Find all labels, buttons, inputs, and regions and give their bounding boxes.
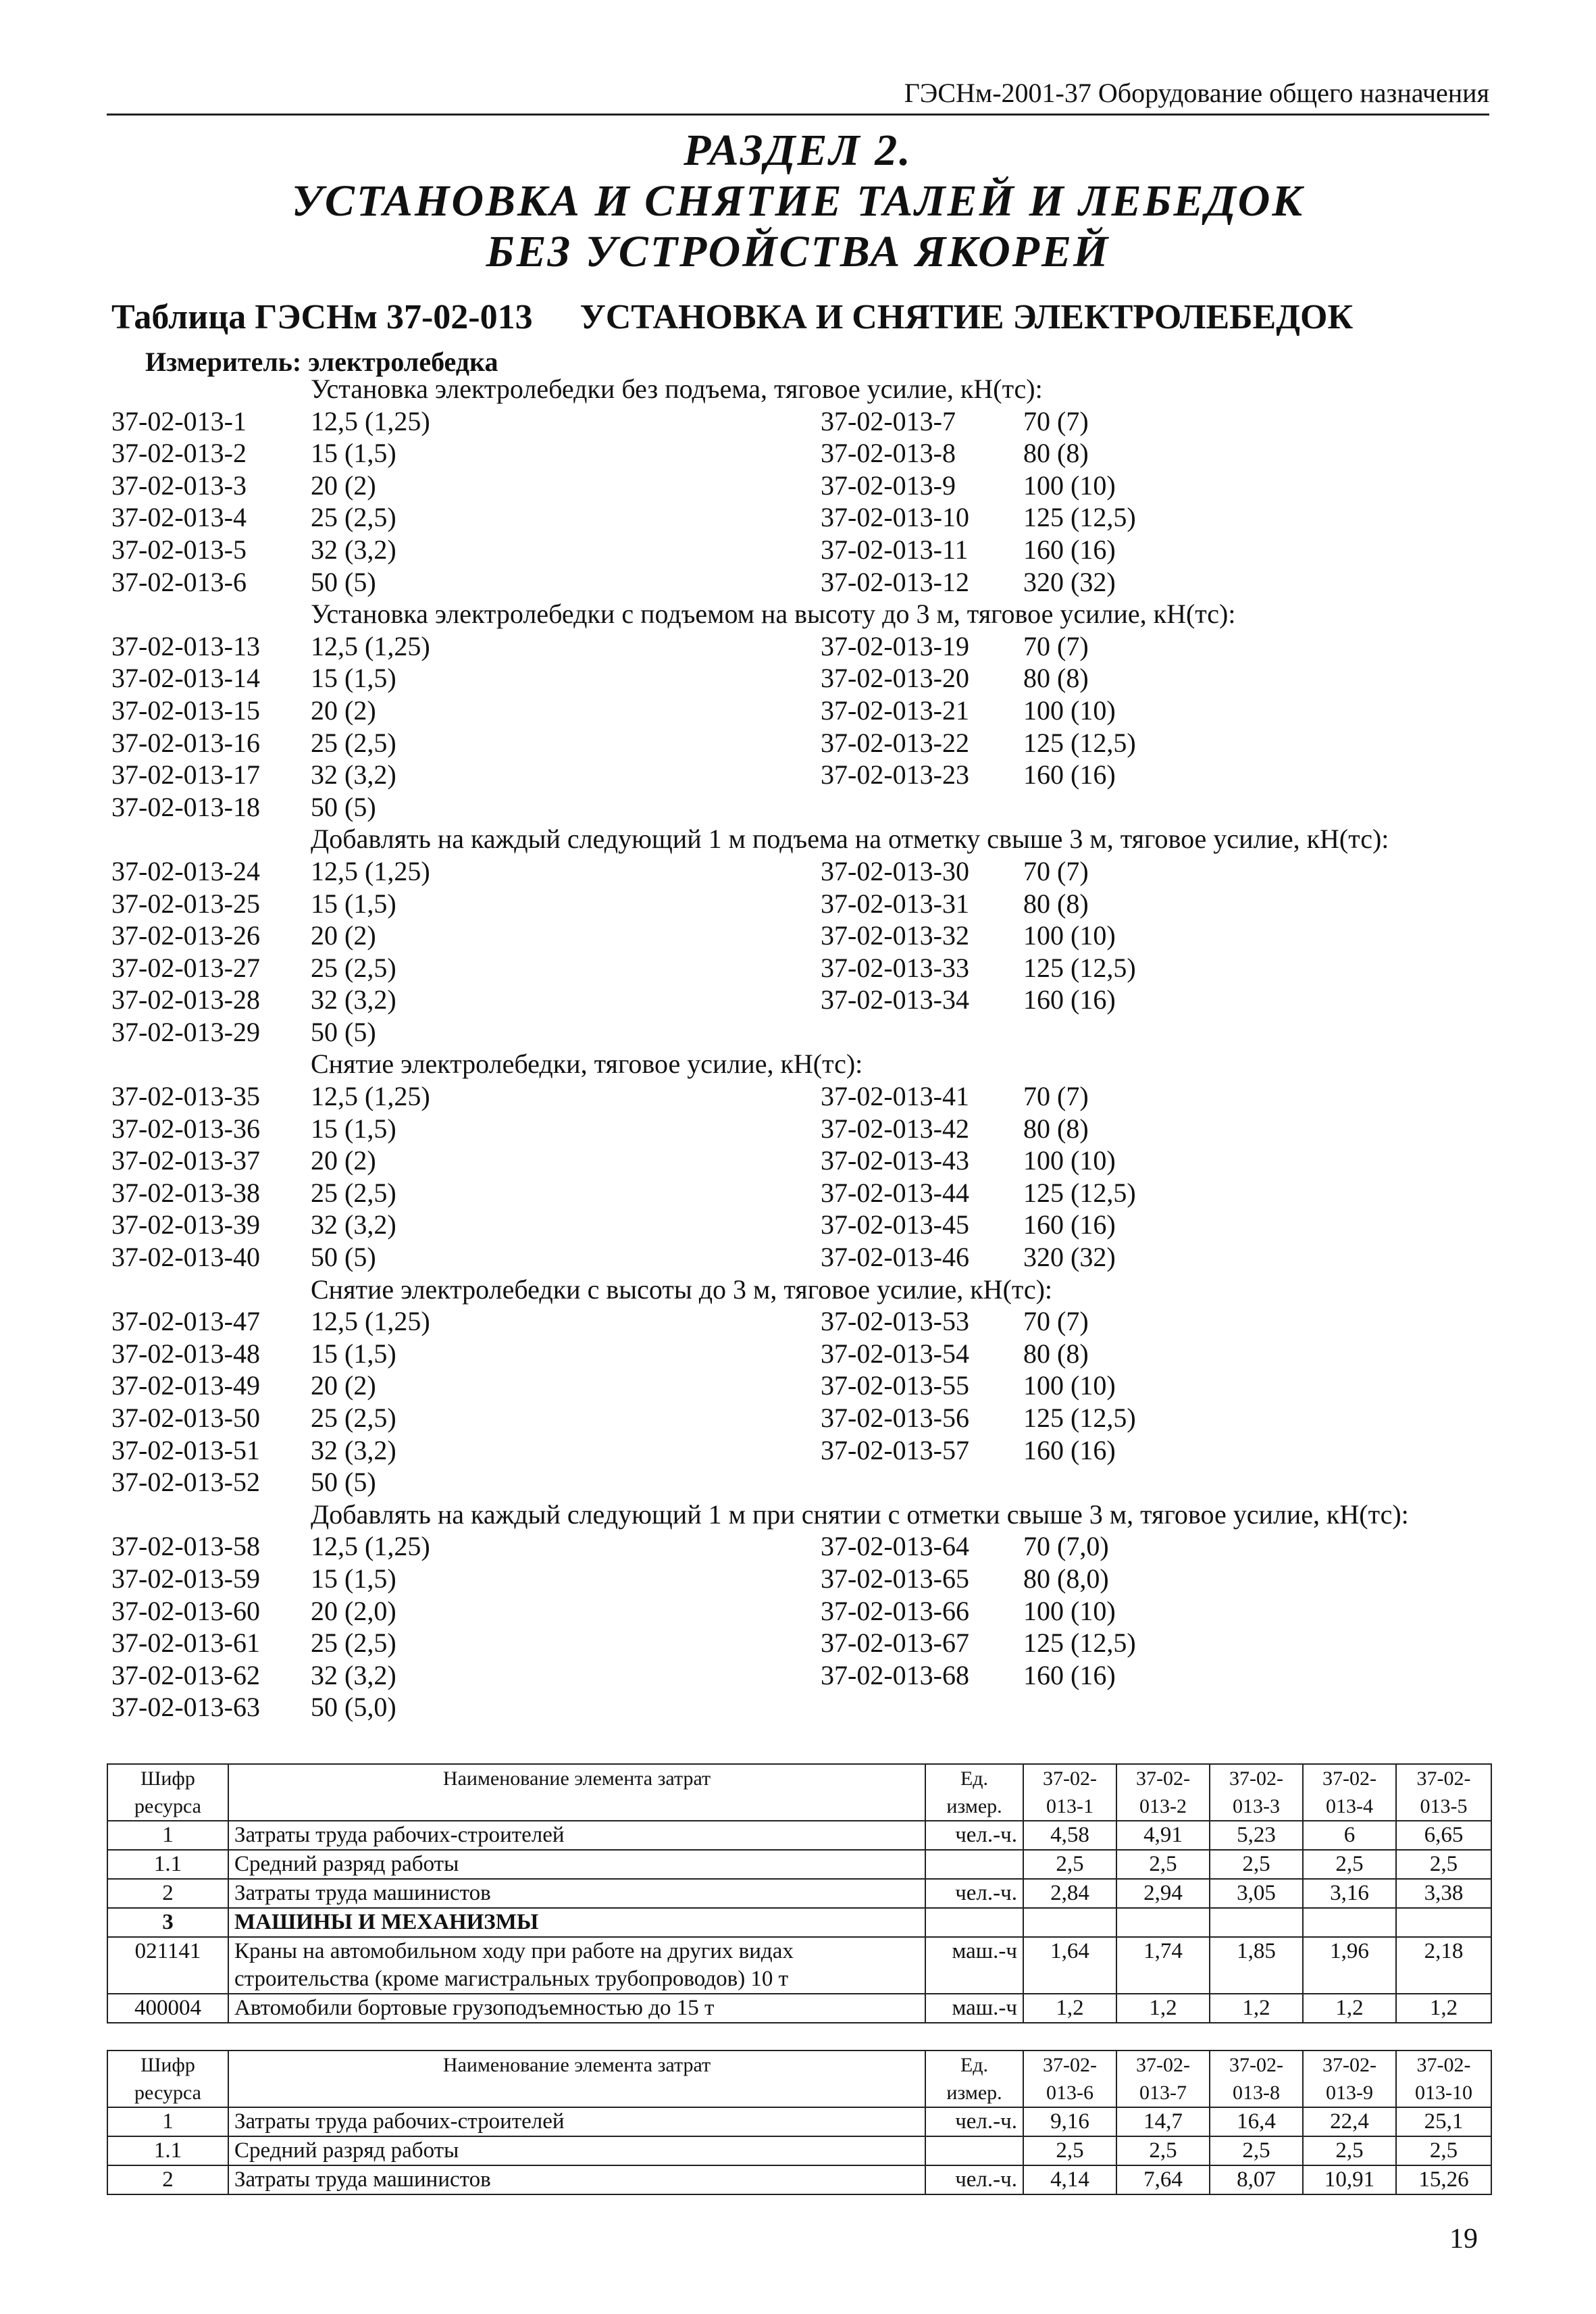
norm-code: 37-02-013-62	[111, 1659, 260, 1690]
norm-code: 37-02-013-18	[111, 791, 260, 822]
norm-value: 50 (5)	[311, 1467, 376, 1498]
norm-value: 25 (2,5)	[311, 1177, 396, 1208]
value-cell	[1116, 1908, 1210, 1937]
measure-unit: Измеритель: электролебедка	[145, 347, 498, 377]
unit-cell: чел.-ч.	[925, 2107, 1023, 2136]
norm-value: 32 (3,2)	[311, 984, 396, 1015]
unit-cell	[925, 1908, 1023, 1937]
norm-code: 37-02-013-14	[111, 663, 260, 694]
column-header: Наименование элемента затрат	[228, 2051, 925, 2107]
norm-row	[111, 1627, 1496, 1659]
norm-code: 37-02-013-8	[821, 438, 956, 469]
norm-row	[111, 1305, 1496, 1338]
value-cell: 2,5	[1023, 1850, 1116, 1879]
resource-name: Средний разряд работы	[228, 2136, 925, 2165]
resource-name: МАШИНЫ И МЕХАНИЗМЫ	[228, 1908, 925, 1937]
value-cell: 10,91	[1303, 2165, 1396, 2194]
norm-row	[111, 501, 1496, 534]
unit-cell: маш.-ч	[925, 1994, 1023, 2023]
norm-code: 37-02-013-36	[111, 1113, 260, 1144]
norm-value: 100 (10)	[1023, 470, 1116, 501]
norm-value: 70 (7)	[1023, 405, 1089, 436]
norm-row	[111, 727, 1496, 759]
norm-code: 37-02-013-43	[821, 1145, 969, 1176]
norm-value: 160 (16)	[1023, 984, 1116, 1015]
value-cell: 2,5	[1210, 2136, 1303, 2165]
norm-code: 37-02-013-6	[111, 566, 247, 597]
norm-value: 25 (2,5)	[311, 727, 396, 758]
norm-row	[111, 1595, 1496, 1628]
table-row	[107, 1879, 1491, 1908]
norm-value: 12,5 (1,25)	[311, 855, 430, 886]
resource-code: 1.1	[107, 1850, 228, 1879]
norm-code: 37-02-013-53	[821, 1306, 969, 1337]
column-header: 37-02-013-5	[1396, 1764, 1491, 1821]
norm-row	[111, 1241, 1496, 1274]
value-cell: 2,5	[1396, 1850, 1491, 1879]
norm-code: 37-02-013-49	[111, 1370, 260, 1401]
norm-row	[111, 695, 1496, 727]
value-cell: 2,5	[1116, 2136, 1210, 2165]
norm-value: 70 (7)	[1023, 1306, 1089, 1337]
norm-value: 25 (2,5)	[311, 952, 396, 983]
column-header: Ед. измер.	[925, 2051, 1023, 2107]
norm-value: 50 (5)	[311, 566, 376, 597]
norm-value: 15 (1,5)	[311, 1338, 396, 1369]
table-row	[107, 1908, 1491, 1937]
value-cell	[1210, 1908, 1303, 1937]
value-cell: 2,5	[1303, 1850, 1396, 1879]
norm-value: 25 (2,5)	[311, 1628, 396, 1659]
table-title	[111, 297, 1353, 337]
value-cell: 16,4	[1210, 2107, 1303, 2136]
norm-code: 37-02-013-60	[111, 1595, 260, 1626]
norm-code: 37-02-013-12	[821, 566, 969, 597]
norm-code: 37-02-013-1	[111, 405, 247, 436]
norm-value: 32 (3,2)	[311, 1209, 396, 1240]
value-cell: 9,16	[1023, 2107, 1116, 2136]
norm-code: 37-02-013-61	[111, 1628, 260, 1659]
value-cell: 4,91	[1116, 1821, 1210, 1850]
norm-value: 12,5 (1,25)	[311, 1081, 430, 1112]
norm-row	[111, 1338, 1496, 1370]
norm-value: 20 (2,0)	[311, 1595, 396, 1626]
norm-value: 125 (12,5)	[1023, 1628, 1136, 1659]
group-heading	[111, 598, 1496, 630]
norm-row	[111, 888, 1496, 920]
group-heading-text: Снятие электролебедки, тяговое усилие, кН(тс):	[311, 1049, 863, 1080]
resource-code: 1.1	[107, 2136, 228, 2165]
norm-code: 37-02-013-42	[821, 1113, 969, 1144]
value-cell	[1023, 1908, 1116, 1937]
norm-code: 37-02-013-47	[111, 1306, 260, 1337]
norm-value: 20 (2)	[311, 1370, 376, 1401]
norm-code: 37-02-013-41	[821, 1081, 969, 1112]
norm-code: 37-02-013-50	[111, 1403, 260, 1433]
norm-row	[111, 1080, 1496, 1113]
value-cell: 2,5	[1396, 2136, 1491, 2165]
page-number: 19	[1449, 2223, 1478, 2255]
norm-row	[111, 920, 1496, 952]
norm-value: 20 (2)	[311, 920, 376, 951]
resource-table-2	[107, 2050, 1492, 2195]
norm-code: 37-02-013-63	[111, 1692, 260, 1723]
table-row	[107, 2136, 1491, 2165]
norm-value: 80 (8)	[1023, 663, 1089, 694]
norm-value: 15 (1,5)	[311, 663, 396, 694]
value-cell: 1,2	[1116, 1994, 1210, 2023]
norm-row	[111, 1563, 1496, 1595]
norm-row	[111, 566, 1496, 599]
resource-code: 2	[107, 2165, 228, 2194]
resource-name: Автомобили бортовые грузоподъемностью до 15 т	[228, 1994, 925, 2023]
norm-code: 37-02-013-15	[111, 695, 260, 726]
value-cell: 1,85	[1210, 1937, 1303, 1994]
norm-row	[111, 1466, 1496, 1499]
norm-code: 37-02-013-56	[821, 1403, 969, 1433]
group-heading-text: Установка электролебедки с подъемом на высоту до 3 м, тяговое усилие, кН(тс):	[311, 599, 1236, 630]
column-header: 37-02-013-6	[1023, 2051, 1116, 2107]
norm-code: 37-02-013-26	[111, 920, 260, 951]
value-cell: 1,64	[1023, 1937, 1116, 1994]
norm-code: 37-02-013-64	[821, 1531, 969, 1562]
norm-row	[111, 791, 1496, 824]
norm-code: 37-02-013-28	[111, 984, 260, 1015]
norm-code: 37-02-013-5	[111, 534, 247, 565]
column-header: 37-02-013-2	[1116, 1764, 1210, 1821]
resource-code: 3	[107, 1908, 228, 1937]
resource-code: 1	[107, 2107, 228, 2136]
norm-code: 37-02-013-25	[111, 888, 260, 919]
value-cell: 22,4	[1303, 2107, 1396, 2136]
value-cell: 1,74	[1116, 1937, 1210, 1994]
norm-code: 37-02-013-33	[821, 952, 969, 983]
norm-code: 37-02-013-46	[821, 1242, 969, 1273]
value-cell: 2,5	[1303, 2136, 1396, 2165]
norm-code: 37-02-013-59	[111, 1563, 260, 1594]
norm-value: 100 (10)	[1023, 920, 1116, 951]
unit-cell	[925, 2136, 1023, 2165]
column-header: 37-02-013-4	[1303, 1764, 1396, 1821]
unit-cell: чел.-ч.	[925, 1821, 1023, 1850]
group-heading-text: Добавлять на каждый следующий 1 м при снятии с отметки свыше 3 м, тяговое усилие, кН(тс):	[311, 1499, 1409, 1530]
norm-value: 70 (7)	[1023, 630, 1089, 661]
norm-row	[111, 1434, 1496, 1467]
norm-value: 15 (1,5)	[311, 438, 396, 469]
value-cell: 15,26	[1396, 2165, 1491, 2194]
group-heading	[111, 1274, 1496, 1306]
norm-row	[111, 662, 1496, 695]
norm-value: 50 (5)	[311, 1016, 376, 1047]
table-row	[107, 2107, 1491, 2136]
norm-code: 37-02-013-40	[111, 1242, 260, 1273]
norm-value: 12,5 (1,25)	[311, 405, 430, 436]
norm-value: 125 (12,5)	[1023, 1403, 1136, 1433]
resource-name: Затраты труда машинистов	[228, 1879, 925, 1908]
norm-value: 80 (8)	[1023, 438, 1089, 469]
resource-table-1	[107, 1763, 1492, 2023]
norm-code: 37-02-013-68	[821, 1659, 969, 1690]
norm-code: 37-02-013-34	[821, 984, 969, 1015]
norm-row	[111, 855, 1496, 888]
value-cell: 4,58	[1023, 1821, 1116, 1850]
norm-row	[111, 630, 1496, 663]
norm-code: 37-02-013-39	[111, 1209, 260, 1240]
norm-value: 160 (16)	[1023, 1659, 1116, 1690]
resource-name: Затраты труда рабочих-строителей	[228, 1821, 925, 1850]
running-header: ГЭСНм-2001-37 Оборудование общего назначения	[107, 73, 1489, 116]
column-header: Шифр ресурса	[107, 1764, 228, 1821]
column-header: Наименование элемента затрат	[228, 1764, 925, 1821]
norm-value: 125 (12,5)	[1023, 502, 1136, 533]
norm-row	[111, 984, 1496, 1016]
value-cell: 2,94	[1116, 1879, 1210, 1908]
norm-value: 15 (1,5)	[311, 1113, 396, 1144]
value-cell: 2,5	[1116, 1850, 1210, 1879]
norm-code: 37-02-013-35	[111, 1081, 260, 1112]
norm-code: 37-02-013-67	[821, 1628, 969, 1659]
value-cell: 14,7	[1116, 2107, 1210, 2136]
norm-code: 37-02-013-22	[821, 727, 969, 758]
norm-row	[111, 1659, 1496, 1692]
norm-value: 20 (2)	[311, 470, 376, 501]
norm-value: 70 (7)	[1023, 855, 1089, 886]
norm-code: 37-02-013-3	[111, 470, 247, 501]
norm-value: 15 (1,5)	[311, 888, 396, 919]
norm-code: 37-02-013-31	[821, 888, 969, 919]
table-row	[107, 1937, 1491, 1994]
group-heading	[111, 1048, 1496, 1080]
norm-code: 37-02-013-19	[821, 630, 969, 661]
norm-row	[111, 1113, 1496, 1145]
norm-code: 37-02-013-48	[111, 1338, 260, 1369]
value-cell: 1,2	[1023, 1994, 1116, 2023]
group-heading-text: Снятие электролебедки с высоты до 3 м, тяговое усилие, кН(тс):	[311, 1274, 1053, 1305]
norm-row	[111, 1209, 1496, 1241]
norm-code: 37-02-013-24	[111, 855, 260, 886]
norm-code: 37-02-013-57	[821, 1434, 969, 1465]
section-number: РАЗДЕЛ 2.	[684, 126, 912, 175]
norm-code: 37-02-013-58	[111, 1531, 260, 1562]
unit-cell: чел.-ч.	[925, 2165, 1023, 2194]
norm-value: 25 (2,5)	[311, 1403, 396, 1433]
resource-code: 1	[107, 1821, 228, 1850]
section-title-line2: БЕЗ УСТРОЙСТВА ЯКОРЕЙ	[486, 227, 1110, 276]
value-cell: 6	[1303, 1821, 1396, 1850]
unit-cell: маш.-ч	[925, 1937, 1023, 1994]
value-cell: 7,64	[1116, 2165, 1210, 2194]
norm-code: 37-02-013-54	[821, 1338, 969, 1369]
norm-code: 37-02-013-2	[111, 438, 247, 469]
norm-code: 37-02-013-7	[821, 405, 956, 436]
norm-code: 37-02-013-65	[821, 1563, 969, 1594]
group-heading-text: Установка электролебедки без подъема, тяговое усилие, кН(тс):	[311, 374, 1043, 404]
group-heading-text: Добавлять на каждый следующий 1 м подъема на отметку свыше 3 м, тяговое усилие, кН(тс):	[311, 824, 1389, 855]
table-name: УСТАНОВКА И СНЯТИЕ ЭЛЕКТРОЛЕБЕДОК	[580, 298, 1354, 336]
norm-list	[111, 373, 1496, 1724]
norm-value: 70 (7,0)	[1023, 1531, 1109, 1562]
group-heading	[111, 1499, 1496, 1531]
value-cell: 2,18	[1396, 1937, 1491, 1994]
table-row	[107, 1821, 1491, 1850]
norm-value: 80 (8,0)	[1023, 1563, 1109, 1594]
resource-code: 2	[107, 1879, 228, 1908]
resource-code: 400004	[107, 1994, 228, 2023]
value-cell: 1,2	[1396, 1994, 1491, 2023]
norm-value: 100 (10)	[1023, 1595, 1116, 1626]
norm-value: 125 (12,5)	[1023, 1177, 1136, 1208]
norm-value: 160 (16)	[1023, 759, 1116, 790]
unit-cell: чел.-ч.	[925, 1879, 1023, 1908]
value-cell: 1,2	[1303, 1994, 1396, 2023]
value-cell: 2,5	[1210, 1850, 1303, 1879]
norm-value: 50 (5,0)	[311, 1692, 396, 1723]
column-header: 37-02-013-10	[1396, 2051, 1491, 2107]
norm-value: 160 (16)	[1023, 1434, 1116, 1465]
norm-value: 125 (12,5)	[1023, 727, 1136, 758]
group-heading	[111, 373, 1496, 405]
column-header: 37-02-013-3	[1210, 1764, 1303, 1821]
value-cell: 3,16	[1303, 1879, 1396, 1908]
value-cell	[1396, 1908, 1491, 1937]
norm-row	[111, 952, 1496, 984]
norm-row	[111, 1145, 1496, 1177]
norm-value: 50 (5)	[311, 1242, 376, 1273]
norm-value: 100 (10)	[1023, 1370, 1116, 1401]
value-cell: 1,96	[1303, 1937, 1396, 1994]
norm-value: 70 (7)	[1023, 1081, 1089, 1112]
value-cell: 8,07	[1210, 2165, 1303, 2194]
norm-code: 37-02-013-30	[821, 855, 969, 886]
column-header: 37-02-013-7	[1116, 2051, 1210, 2107]
norm-code: 37-02-013-55	[821, 1370, 969, 1401]
norm-row	[111, 1691, 1496, 1724]
norm-code: 37-02-013-52	[111, 1467, 260, 1498]
norm-value: 20 (2)	[311, 695, 376, 726]
norm-value: 80 (8)	[1023, 1113, 1089, 1144]
column-header: Шифр ресурса	[107, 2051, 228, 2107]
norm-value: 15 (1,5)	[311, 1563, 396, 1594]
norm-row	[111, 1369, 1496, 1402]
value-cell: 5,23	[1210, 1821, 1303, 1850]
norm-value: 50 (5)	[311, 791, 376, 822]
norm-code: 37-02-013-32	[821, 920, 969, 951]
norm-value: 12,5 (1,25)	[311, 1306, 430, 1337]
norm-code: 37-02-013-20	[821, 663, 969, 694]
unit-cell	[925, 1850, 1023, 1879]
norm-code: 37-02-013-45	[821, 1209, 969, 1240]
norm-value: 12,5 (1,25)	[311, 630, 430, 661]
norm-code: 37-02-013-29	[111, 1016, 260, 1047]
resource-name: Затраты труда рабочих-строителей	[228, 2107, 925, 2136]
value-cell: 25,1	[1396, 2107, 1491, 2136]
norm-value: 100 (10)	[1023, 1145, 1116, 1176]
norm-value: 160 (16)	[1023, 534, 1116, 565]
column-header: 37-02-013-9	[1303, 2051, 1396, 2107]
norm-value: 32 (3,2)	[311, 1434, 396, 1465]
table-header-row	[107, 1764, 1491, 1821]
norm-code: 37-02-013-37	[111, 1145, 260, 1176]
table-code: Таблица ГЭСНм 37-02-013	[111, 298, 533, 336]
norm-code: 37-02-013-23	[821, 759, 969, 790]
value-cell: 6,65	[1396, 1821, 1491, 1850]
norm-value: 80 (8)	[1023, 1338, 1089, 1369]
resource-name: Средний разряд работы	[228, 1850, 925, 1879]
norm-value: 320 (32)	[1023, 1242, 1116, 1273]
norm-row	[111, 1530, 1496, 1563]
norm-code: 37-02-013-66	[821, 1595, 969, 1626]
norm-row	[111, 534, 1496, 566]
norm-value: 125 (12,5)	[1023, 952, 1136, 983]
value-cell	[1303, 1908, 1396, 1937]
norm-row	[111, 437, 1496, 470]
norm-row	[111, 1177, 1496, 1209]
norm-value: 25 (2,5)	[311, 502, 396, 533]
value-cell: 4,14	[1023, 2165, 1116, 2194]
norm-code: 37-02-013-13	[111, 630, 260, 661]
column-header: 37-02-013-1	[1023, 1764, 1116, 1821]
norm-value: 160 (16)	[1023, 1209, 1116, 1240]
norm-row	[111, 1016, 1496, 1049]
table-row	[107, 2165, 1491, 2194]
norm-value: 80 (8)	[1023, 888, 1089, 919]
table-row	[107, 1994, 1491, 2023]
norm-code: 37-02-013-10	[821, 502, 969, 533]
norm-code: 37-02-013-17	[111, 759, 260, 790]
norm-row	[111, 1402, 1496, 1434]
resource-code: 021141	[107, 1937, 228, 1994]
norm-code: 37-02-013-38	[111, 1177, 260, 1208]
norm-value: 320 (32)	[1023, 566, 1116, 597]
column-header: 37-02-013-8	[1210, 2051, 1303, 2107]
norm-code: 37-02-013-21	[821, 695, 969, 726]
norm-code: 37-02-013-44	[821, 1177, 969, 1208]
norm-code: 37-02-013-9	[821, 470, 956, 501]
norm-code: 37-02-013-11	[821, 534, 969, 565]
norm-value: 20 (2)	[311, 1145, 376, 1176]
norm-value: 12,5 (1,25)	[311, 1531, 430, 1562]
resource-name: Затраты труда машинистов	[228, 2165, 925, 2194]
value-cell: 1,2	[1210, 1994, 1303, 2023]
value-cell: 3,38	[1396, 1879, 1491, 1908]
table-header-row	[107, 2051, 1491, 2107]
value-cell: 2,5	[1023, 2136, 1116, 2165]
group-heading	[111, 823, 1496, 855]
norm-value: 100 (10)	[1023, 695, 1116, 726]
norm-code: 37-02-013-27	[111, 952, 260, 983]
table-row	[107, 1850, 1491, 1879]
norm-code: 37-02-013-4	[111, 502, 247, 533]
norm-row	[111, 405, 1496, 438]
norm-value: 32 (3,2)	[311, 759, 396, 790]
norm-value: 32 (3,2)	[311, 1659, 396, 1690]
column-header: Ед. измер.	[925, 1764, 1023, 1821]
section-title-line1: УСТАНОВКА И СНЯТИЕ ТАЛЕЙ И ЛЕБЕДОК	[291, 176, 1305, 226]
norm-row	[111, 470, 1496, 502]
norm-code: 37-02-013-16	[111, 727, 260, 758]
norm-value: 32 (3,2)	[311, 534, 396, 565]
norm-code: 37-02-013-51	[111, 1434, 260, 1465]
norm-row	[111, 759, 1496, 791]
value-cell: 3,05	[1210, 1879, 1303, 1908]
value-cell: 2,84	[1023, 1879, 1116, 1908]
resource-name: Краны на автомобильном ходу при работе на других видах строительства (кроме магистральных трубопроводов) 10 т	[228, 1937, 925, 1994]
